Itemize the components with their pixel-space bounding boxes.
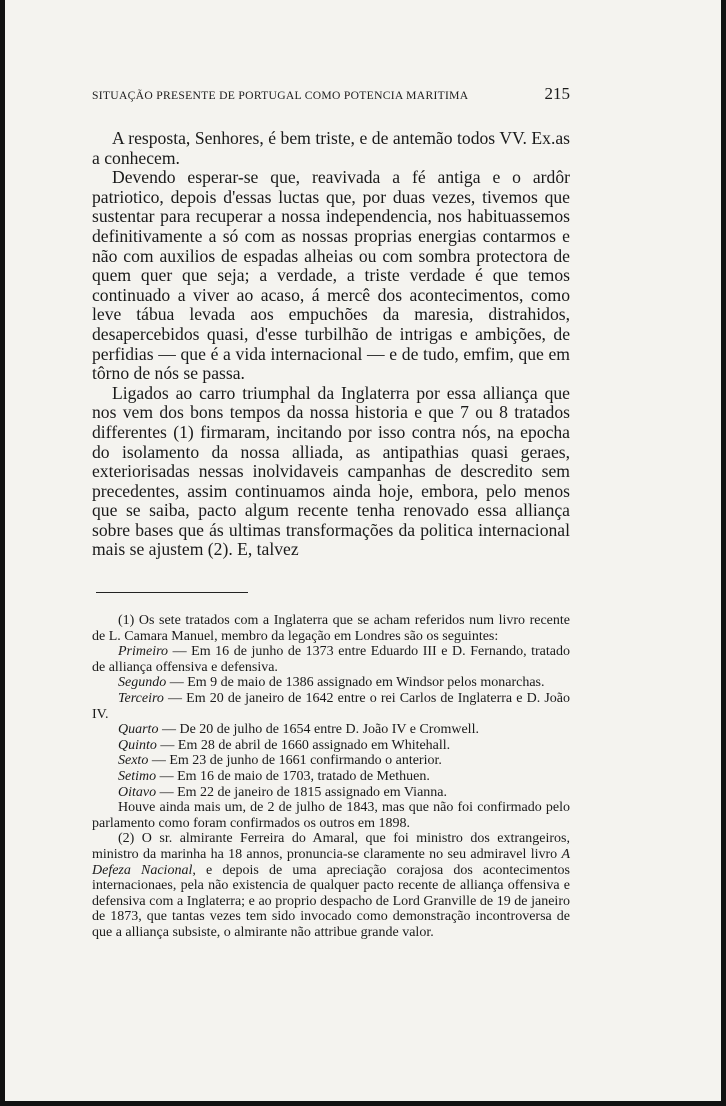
- treaty-name: Quarto: [118, 722, 159, 738]
- paragraph-3: Ligados ao carro triumphal da Inglaterra por essa alliança que nos vem dos bons tempos da nossa historia e que 7 ou 8 tratados differentes (1) firmaram, incitando por isso contra nós, na epocha do isolamento da nossa alliada, as antipathias quasi geraes, exteriorisadas nessas inolvidaveis campanhas de descredito sem precedentes, assim continuamos ainda hoje, embora, pelo menos que se saiba, pacto algum recente tenha renovado essa alliança sobre bases que ás ultimas transformações da politica internacional mais se ajustem (2). E, talvez: [92, 382, 570, 560]
- treaty-text: — Em 23 de junho de 1661 confirmando o anterior.: [151, 753, 442, 769]
- footnote-2: [92, 831, 570, 940]
- treaty-text: — Em 20 de janeiro de 1642 entre o rei Carlos de Inglaterra e D. João IV.: [92, 691, 570, 722]
- footnote-1-intro: (1) Os sete tratados com a Inglaterra que se acham referidos num livro recente de L. Camara Manuel, membro da legação em Londres são os seguintes:: [92, 613, 570, 644]
- running-title: SITUAÇÃO PRESENTE DE PORTUGAL COMO POTENCIA MARITIMA: [92, 89, 469, 102]
- footnote-2-end: , e depois de uma apreciação corajosa dos acontecimentos internacionaes, pela não existencia de qualquer pacto recente de alliança offensiva e defensiva com a Inglaterra; e ao proprio despacho de Lord Granville de 19 de janeiro de 1873, que tantas vezes tem sido invocado como demonstração incontroversa de que a alliança subsiste, o almirante não attribue grande valor.: [92, 862, 570, 940]
- treaty-name: Primeiro: [118, 644, 169, 660]
- treaty-item: [92, 675, 570, 691]
- footnote-1-closing: Houve ainda mais um, de 2 de julho de 1843, mas que não foi confirmado pelo parlamento como foram confirmados os outros em 1898.: [92, 800, 570, 831]
- treaty-item: [92, 785, 570, 801]
- treaty-text: — De 20 de julho de 1654 entre D. João IV e Cromwell.: [161, 722, 479, 738]
- treaty-name: Quinto: [118, 737, 157, 753]
- footnotes: [92, 613, 570, 940]
- treaty-item: [92, 769, 570, 785]
- footnote-2-start: (2) O sr. almirante Ferreira do Amaral, que foi ministro dos extrangeiros, ministro da marinha ha 18 annos, pronuncia-se claramente no seu admiravel livro: [92, 831, 570, 862]
- body-text: [92, 129, 570, 560]
- treaty-item: [92, 691, 570, 722]
- scan-border-left: [0, 0, 5, 1106]
- scan-border-bottom: [0, 1101, 726, 1106]
- treaty-name: Setimo: [118, 769, 157, 784]
- treaty-text: — Em 16 de junho de 1373 entre Eduardo III e D. Fernando, tratado de alliança offensiva e defensiva.: [92, 644, 570, 675]
- treaty-item: [92, 644, 570, 675]
- treaty-text: — Em 28 de abril de 1660 assignado em Whitehall.: [160, 737, 451, 753]
- paragraph-1: A resposta, Senhores, é bem triste, e de antemão todos VV. Ex.as a conhecem.: [92, 128, 570, 168]
- footnote-rule: [96, 592, 248, 593]
- book-page: [92, 84, 570, 941]
- book-title: A Defeza Nacional: [92, 846, 570, 878]
- treaty-text: — Em 16 de maio de 1703, tratado de Methuen.: [159, 769, 430, 784]
- treaty-item: [92, 753, 570, 769]
- treaty-text: — Em 22 de janeiro de 1815 assignado em Vianna.: [159, 784, 447, 800]
- treaty-text: — Em 9 de maio de 1386 assignado em Windsor pelos monarchas.: [169, 675, 545, 691]
- paragraph-2: Devendo esperar-se que, reavivada a fé antiga e o ardôr patriotico, depois d'essas luctas que, por duas vezes, tivemos que sustentar para recuperar a nossa independencia, nos habituassemos definitivamente a só com as nossas proprias energias contarmos e não com auxilios de espadas alheias ou com sombra protectora de quem quer que seja; a verdade, a triste verdade é que temos continuado a viver ao acaso, á mercê dos acontecimentos, como leve tábua levada aos empuchões da maresia, distrahidos, desapercebidos quasi, d'esse turbilhão de intrigas e ambições, de perfidias — que é a vida internacional — e de tudo, emfim, que em tôrno de nós se passa.: [92, 167, 570, 384]
- treaty-name: Sexto: [118, 753, 149, 769]
- treaty-name: Segundo: [118, 675, 167, 691]
- treaty-name: Terceiro: [118, 691, 164, 707]
- treaty-item: [92, 738, 570, 754]
- page-number: 215: [544, 84, 570, 103]
- treaty-name: Oitavo: [118, 784, 157, 800]
- running-head: [92, 84, 570, 110]
- scan-border-right: [721, 0, 726, 1106]
- treaty-item: [92, 722, 570, 738]
